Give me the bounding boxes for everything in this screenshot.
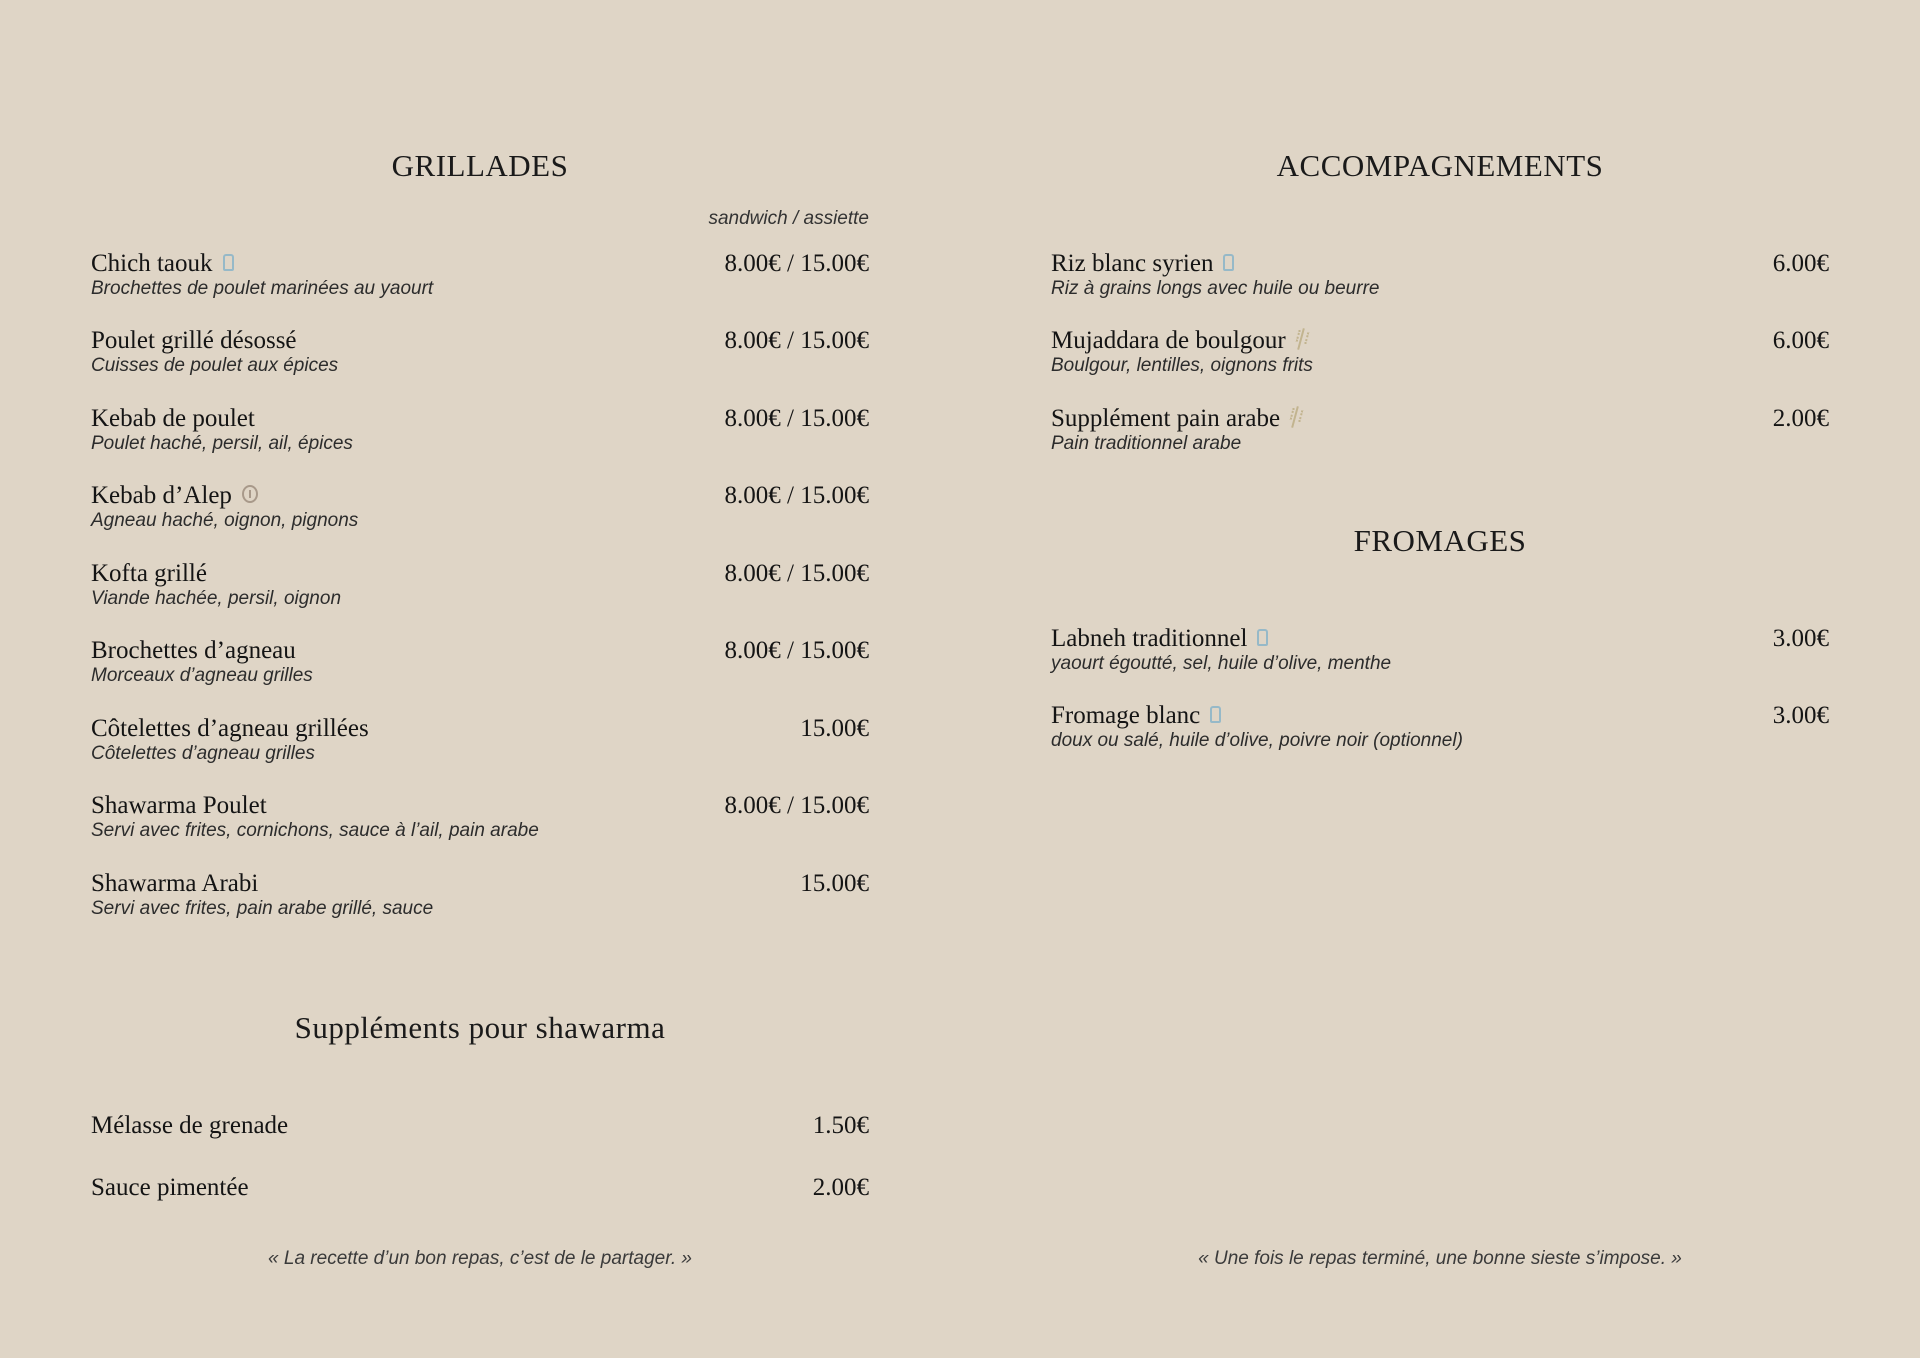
item-name: Mujaddara de boulgour	[1051, 327, 1286, 354]
menu-item-chich-taouk	[91, 250, 869, 310]
item-name: Brochettes d’agneau	[91, 637, 296, 664]
item-price: 15.00€	[800, 870, 869, 897]
item-name: Sauce pimentée	[91, 1174, 249, 1201]
item-price: 8.00€ / 15.00€	[724, 482, 869, 509]
wheat-icon	[1296, 328, 1306, 350]
item-name: Riz blanc syrien	[1051, 250, 1214, 277]
dairy-jar-icon	[1257, 629, 1268, 646]
item-name: Chich taouk	[91, 250, 213, 277]
item-name: Kofta grillé	[91, 560, 207, 587]
item-name: Supplément pain arabe	[1051, 405, 1281, 432]
dairy-jar-icon	[1210, 706, 1221, 723]
item-price: 3.00€	[1772, 625, 1829, 652]
item-description: Cuisses de poulet aux épices	[91, 355, 339, 376]
menu-item-mujaddara	[1051, 327, 1829, 387]
item-price: 8.00€ / 15.00€	[724, 250, 869, 277]
item-description: Boulgour, lentilles, oignons frits	[1051, 355, 1313, 376]
item-description: Servi avec frites, pain arabe grillé, sauce	[91, 898, 434, 919]
menu-item-kofta	[91, 560, 869, 620]
item-description: Riz à grains longs avec huile ou beurre	[1051, 278, 1380, 299]
menu-item-shawarma-poulet	[91, 792, 869, 852]
item-name: Labneh traditionnel	[1051, 625, 1248, 652]
wheat-icon	[1290, 406, 1300, 428]
accompagnements-heading: ACCOMPAGNEMENTS	[1276, 148, 1604, 183]
item-price: 1.50€	[812, 1112, 869, 1139]
item-price: 2.00€	[812, 1174, 869, 1201]
price-format-note: sandwich / assiette	[708, 208, 869, 229]
right-quote: « Une fois le repas terminé, une bonne sieste s’impose. »	[1198, 1248, 1682, 1269]
menu-item-kebab-alep	[91, 482, 869, 542]
item-description: Morceaux d’agneau grilles	[91, 665, 313, 686]
item-price: 6.00€	[1772, 327, 1829, 354]
item-description: Côtelettes d’agneau grilles	[91, 743, 315, 764]
menu-item-kebab-poulet	[91, 405, 869, 465]
item-description: doux ou salé, huile d’olive, poivre noir (optionnel)	[1051, 730, 1463, 751]
item-name: Kebab de poulet	[91, 405, 255, 432]
left-quote: « La recette d’un bon repas, c’est de le partager. »	[268, 1248, 692, 1269]
menu-item-fromage-blanc	[1051, 702, 1829, 762]
menu-item-shawarma-arabi	[91, 870, 869, 930]
item-price: 8.00€ / 15.00€	[724, 560, 869, 587]
menu-item-brochettes-agneau	[91, 637, 869, 697]
nut-icon	[242, 485, 258, 503]
item-name: Kebab d’Alep	[91, 482, 232, 509]
fromages-heading: FROMAGES	[1353, 523, 1527, 558]
item-price: 15.00€	[800, 715, 869, 742]
item-price: 8.00€ / 15.00€	[724, 792, 869, 819]
item-name: Shawarma Poulet	[91, 792, 267, 819]
item-description: Agneau haché, oignon, pignons	[91, 510, 359, 531]
item-name: Côtelettes d’agneau grillées	[91, 715, 369, 742]
menu-item-pain-arabe	[1051, 405, 1829, 465]
menu-item-cotelettes	[91, 715, 869, 775]
item-price: 2.00€	[1772, 405, 1829, 432]
dairy-jar-icon	[223, 254, 234, 271]
menu-item-riz-blanc	[1051, 250, 1829, 310]
item-name: Fromage blanc	[1051, 702, 1201, 729]
item-description: Viande hachée, persil, oignon	[91, 588, 342, 609]
item-price: 3.00€	[1772, 702, 1829, 729]
grillades-heading: GRILLADES	[391, 148, 569, 183]
item-name: Shawarma Arabi	[91, 870, 259, 897]
item-price: 8.00€ / 15.00€	[724, 637, 869, 664]
item-description: Servi avec frites, cornichons, sauce à l’ail, pain arabe	[91, 820, 539, 841]
item-description: Pain traditionnel arabe	[1051, 433, 1242, 454]
item-name: Poulet grillé désossé	[91, 327, 297, 354]
supplements-heading: Suppléments pour shawarma	[294, 1010, 666, 1045]
item-name: Mélasse de grenade	[91, 1112, 289, 1139]
item-price: 8.00€ / 15.00€	[724, 405, 869, 432]
menu-item-labneh	[1051, 625, 1829, 685]
item-price: 8.00€ / 15.00€	[724, 327, 869, 354]
item-price: 6.00€	[1772, 250, 1829, 277]
item-description: Poulet haché, persil, ail, épices	[91, 433, 353, 454]
item-description: Brochettes de poulet marinées au yaourt	[91, 278, 434, 299]
dairy-jar-icon	[1223, 254, 1234, 271]
menu-item-poulet-grille	[91, 327, 869, 387]
item-description: yaourt égoutté, sel, huile d’olive, menthe	[1051, 653, 1392, 674]
